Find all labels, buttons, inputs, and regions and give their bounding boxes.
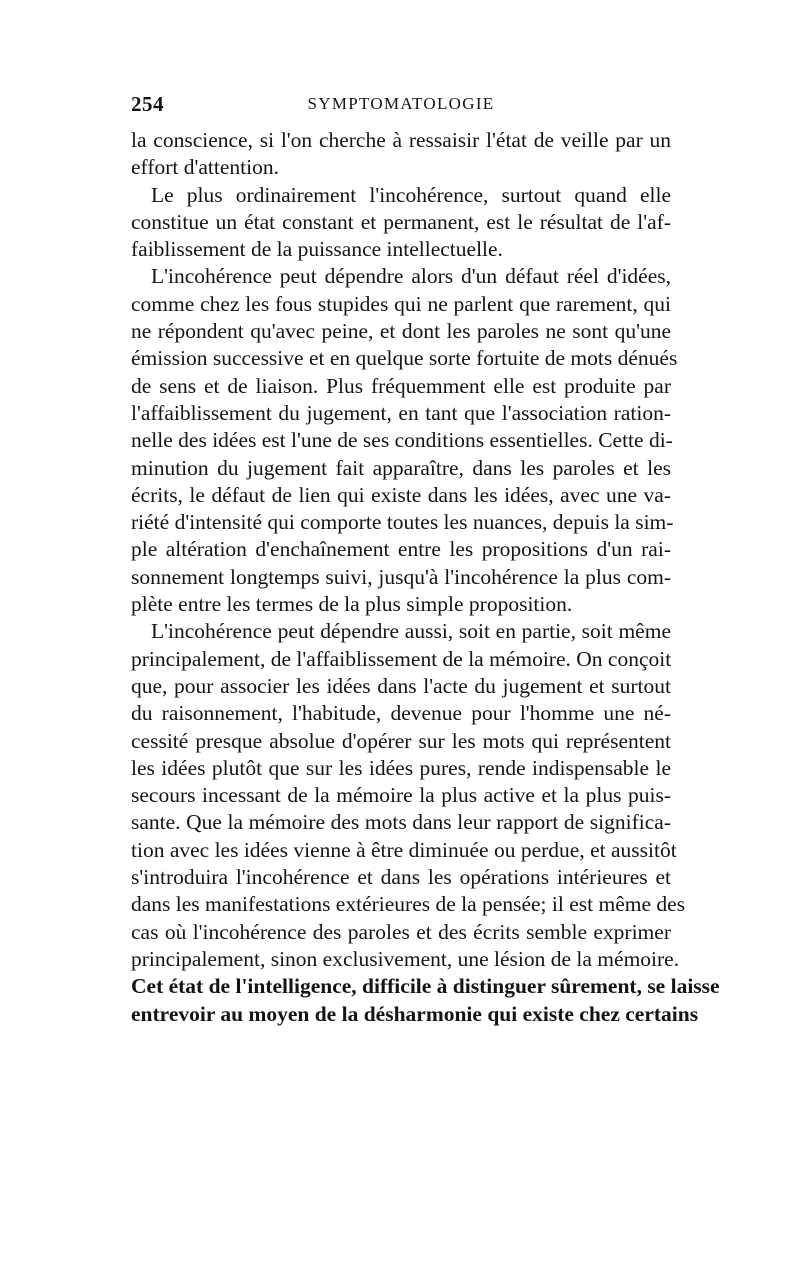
text-line: plète entre les termes de la plus simple proposition.: [131, 592, 573, 617]
text-line: minution du jugement fait apparaître, dans les paroles et les: [131, 455, 671, 480]
text-line: sonnement longtemps suivi, jusqu'à l'incohérence la plus com-: [131, 564, 671, 589]
text-line: faiblissement de la puissance intellectuelle.: [131, 237, 503, 262]
text-line: l'affaiblissement du jugement, en tant que l'association ration-: [131, 400, 671, 425]
text-line: comme chez les fous stupides qui ne parlent que rarement, qui: [131, 291, 671, 316]
text-line: s'introduira l'incohérence et dans les opérations intérieures et: [131, 865, 671, 890]
text-line: la conscience, si l'on cherche à ressaisir l'état de veille par un: [131, 128, 671, 152]
text-line: tion avec les idées vienne à être diminuée ou perdue, et aussitôt: [131, 837, 677, 862]
text-line: ne répondent qu'avec peine, et dont les paroles ne sont qu'une: [131, 319, 671, 344]
text-line: secours incessant de la mémoire la plus active et la plus puis-: [131, 783, 671, 808]
text-line: ple altération d'enchaînement entre les propositions d'un rai-: [131, 537, 671, 562]
text-line: L'incohérence peut dépendre aussi, soit en partie, soit même: [151, 619, 671, 644]
text-line: L'incohérence peut dépendre alors d'un défaut réel d'idées,: [151, 264, 671, 289]
text-line: écrits, le défaut de lien qui existe dans les idées, avec une va-: [131, 482, 671, 507]
text-line: constitue un état constant et permanent, est le résultat de l'af-: [131, 209, 671, 234]
text-line: entrevoir au moyen de la désharmonie qui existe chez certains: [131, 1001, 699, 1026]
text-line: que, pour associer les idées dans l'acte du jugement et surtout: [131, 673, 671, 698]
text-line: principalement, sinon exclusivement, une lésion de la mémoire.: [131, 946, 680, 971]
page-number: 254: [131, 92, 164, 116]
running-title: SYMPTOMATOLOGIE: [307, 94, 495, 113]
text-line: riété d'intensité qui comporte toutes les nuances, depuis la sim-: [131, 510, 674, 535]
text-line: émission successive et en quelque sorte fortuite de mots dénués: [131, 346, 678, 371]
text-line: dans les manifestations extérieures de la pensée; il est même des: [131, 892, 686, 917]
text-line: effort d'attention.: [131, 155, 279, 180]
text-line: de sens et de liaison. Plus fréquemment elle est produite par: [131, 373, 671, 398]
text-line: nelle des idées est l'une de ses conditions essentielles. Cette di-: [131, 428, 673, 453]
text-line: Cet état de l'intelligence, difficile à distinguer sûrement, se laisse: [131, 974, 720, 999]
text-line: cas où l'incohérence des paroles et des écrits semble exprimer: [131, 919, 671, 944]
text-line: sante. Que la mémoire des mots dans leur rapport de significa-: [131, 810, 671, 835]
text-line: cessité presque absolue d'opérer sur les mots qui représentent: [131, 728, 671, 753]
text-line: les idées plutôt que sur les idées pures, rende indispensable le: [131, 755, 671, 780]
text-line: principalement, de l'affaiblissement de la mémoire. On conçoit: [131, 646, 672, 671]
body-text: [131, 127, 720, 1028]
text-line: du raisonnement, l'habitude, devenue pour l'homme une né-: [131, 701, 671, 726]
running-head: [131, 92, 671, 118]
text-line: Le plus ordinairement l'incohérence, surtout quand elle: [151, 182, 671, 207]
